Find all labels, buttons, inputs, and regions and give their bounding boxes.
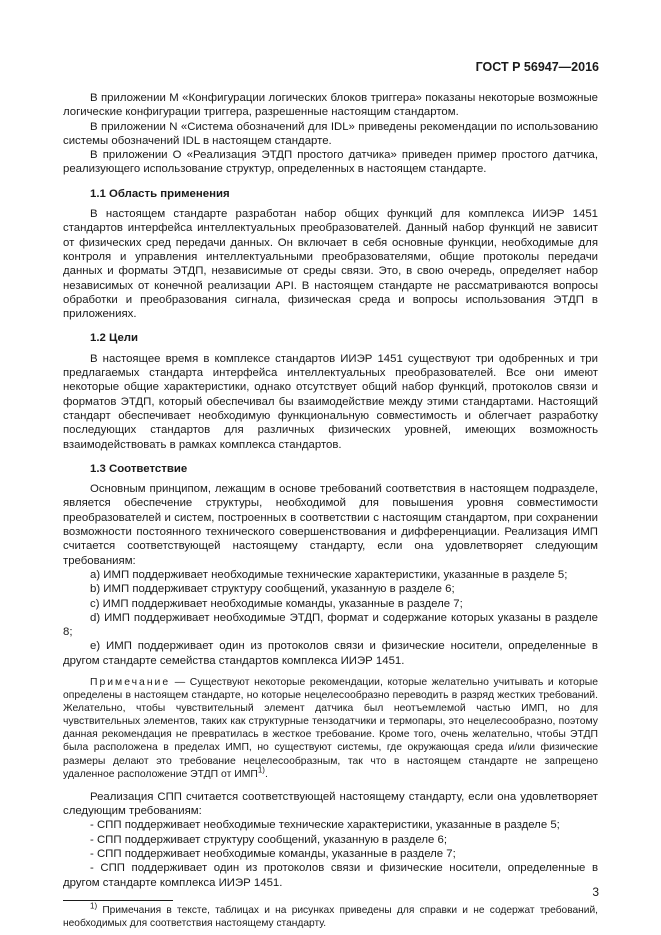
- note-label: Примечание: [90, 676, 171, 688]
- footnote: [63, 901, 598, 931]
- document-header: ГОСТ Р 56947—2016: [475, 60, 599, 74]
- spp-text: Реализация СПП считается соответствующей настоящему стандарту, если она удовлетворяет следующим требованиям:: [63, 790, 598, 818]
- requirement-item: e) ИМП поддерживает один из протоколов связи и физические носители, определенные в другом стандарте семейства стандартов комплекса ИИЭР 1451.: [63, 640, 598, 667]
- section-1-1-text: В настоящем стандарте разработан набор общих функций для комплекса ИИЭР 1451 стандартов интерфейса интеллектуальных преобразователей. Данный набор функций не зависит от физических сред передачи данных. Он включает в себя основные функции, необходимые для контроля и управления интеллектуальными преобразователями, общие протоколы передачи данных и форматы ЭТДП, независимые от среды связи. Это, в свою очередь, определяет набор независимых от конечной реализации API. В настоящем стандарте не рассматриваются вопросы обработки и преобразования сигнала, физическая среда и вопросы использования ЭТДП в приложениях.: [63, 208, 598, 321]
- note: [63, 676, 598, 781]
- footnote-text: Примечания в тексте, таблицах и на рисунках приведены для справки и не содержат требований, необходимых для соответствия настоящему стандарту.: [63, 904, 598, 929]
- intro-paragraph: В приложении М «Конфигурации логических блоков триггера» показаны некоторые возможные логические конфигурации триггера, разрешенные настоящим стандартом.: [63, 92, 598, 119]
- note-text: — Существуют некоторые рекомендации, которые желательно учитывать и которые определены в настоящем стандарте, но которые нецелесообразно переводить в разряд жестких требований. Желательно, чтобы чувствительный элемент датчика был неотъемлемой частью ИМП, но для чувствительных элементов, таких как структурные тензодатчики и термопары, это нецелесообразно, поэтому данная рекомендация не превратилась в жесткое требование. Кроме того, очень желательно, чтобы ЭТДП была расположена в пределах ИМП, но существуют системы, где окружающая среда и/или физические размеры делают это требование нецелесообразным, так что в настоящем стандарте не запрещено удаленное расположение ЭТДП от ИМП: [63, 676, 598, 780]
- section-1-2-text: В настоящее время в комплексе стандартов ИИЭР 1451 существуют три одобренных и три предлагаемых стандарта интерфейса интеллектуальных преобразователей. Все они имеют некоторые общие характеристики, однако отсутствует общий набор функций, протоколов связи и форматов ЭТДП, который обеспечивал бы взаимодействие между этими стандартами. Настоящий стандарт обеспечивает необходимую функциональную совместимость и облегчает разработку последующих стандартов для различных физических уровней, имеющих возможность взаимодействовать в рамках комплекса стандартов.: [63, 352, 598, 451]
- requirement-item: b) ИМП поддерживает структуру сообщений, указанную в разделе 6;: [90, 583, 455, 596]
- requirement-item: d) ИМП поддерживает необходимые ЭТДП, формат и содержание которых указаны в разделе 8;: [63, 611, 598, 639]
- requirement-item: c) ИМП поддерживает необходимые команды, указанные в разделе 7;: [90, 597, 463, 610]
- footnote-ref: 1): [257, 765, 265, 775]
- section-heading-1-3: 1.3 Соответствие: [90, 462, 188, 475]
- section-heading-1-1: 1.1 Область применения: [90, 187, 230, 200]
- footnote-mark: 1): [90, 901, 98, 911]
- note-end: .: [264, 768, 268, 780]
- section-heading-1-2: 1.2 Цели: [90, 332, 139, 345]
- spp-item: - СПП поддерживает один из протоколов связи и физические носители, определенные в другом стандарте комплекса ИИЭР 1451.: [63, 862, 598, 889]
- spp-item: - СПП поддерживает необходимые команды, указанные в разделе 7;: [90, 847, 456, 860]
- page-number: 3: [592, 885, 599, 899]
- section-1-3-text: Основным принципом, лежащим в основе требований соответствия в настоящем подразделе, является обеспечение структуры, необходимой для повышения уровня совместимости преобразователей и систем, построенных в соответствии с настоящим стандартом, при сохранении возможности постоянного технического совершенствования и дифференциации. Реализация ИМП считается соответствующей настоящему стандарту, если она удовлетворяет следующим требованиям:: [63, 483, 598, 567]
- spp-item: - СПП поддерживает структуру сообщений, указанную в разделе 6;: [90, 833, 448, 846]
- intro-paragraph: В приложении N «Система обозначений для IDL» приведены рекомендации по использованию системы обозначений IDL в настоящем стандарте.: [63, 120, 598, 147]
- spp-item: - СПП поддерживает необходимые технические характеристики, указанные в разделе 5;: [90, 819, 560, 832]
- requirement-item: a) ИМП поддерживает необходимые технические характеристики, указанные в разделе 5;: [90, 568, 568, 581]
- footnote-divider: [63, 900, 173, 901]
- intro-paragraph: В приложении О «Реализация ЭТДП простого датчика» приведен пример простого датчика, реализующего использование структур, определенных в настоящем стандарте.: [63, 149, 598, 176]
- page-body: [63, 91, 598, 930]
